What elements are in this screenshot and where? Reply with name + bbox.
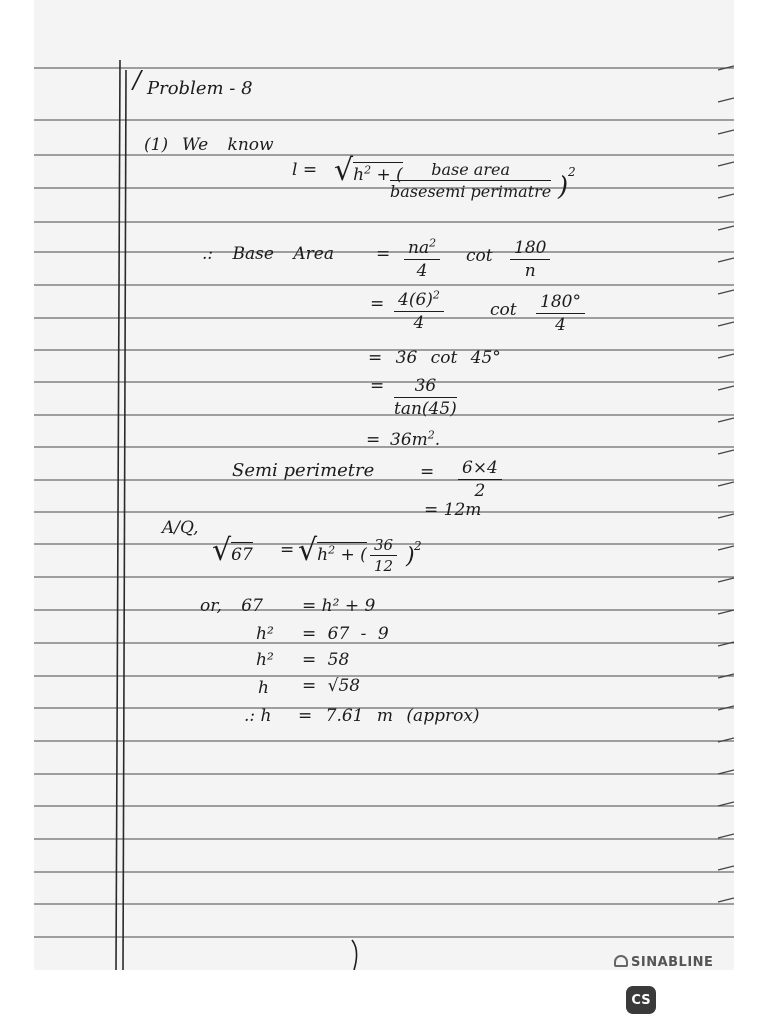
sub-fraction-2: $\frac{180^\circ}{4}$ bbox=[536, 294, 585, 334]
semi-perimetre-label: Semi perimetre bbox=[232, 460, 375, 481]
solve-step-5-right: = 7.61 m (approx) bbox=[298, 706, 480, 726]
eqn-lhs: √67 bbox=[212, 533, 253, 568]
base-area-eq: = bbox=[376, 244, 391, 264]
step4-eq: = bbox=[370, 376, 385, 396]
base-area-fraction-2: $\frac{180}{n}$ bbox=[510, 240, 550, 280]
camscanner-logo: CS bbox=[626, 986, 656, 1014]
formula-close: ) bbox=[558, 172, 569, 202]
notebook-page bbox=[34, 0, 734, 970]
solve-step-4-right: = √58 bbox=[302, 676, 361, 696]
step-36-cot-45: = 36 cot 45° bbox=[368, 348, 501, 368]
brand-icon bbox=[614, 955, 628, 967]
solve-step-2-left: h² bbox=[256, 624, 274, 644]
part-number: (1) bbox=[144, 135, 169, 155]
base-area-cot: cot bbox=[466, 246, 493, 266]
step5-value: $36m^2$. bbox=[390, 428, 441, 450]
eqn-fraction: $\frac{36}{12}$ bbox=[370, 538, 397, 574]
solve-step-1-left: or, 67 bbox=[200, 596, 263, 616]
sub-fraction-1: $\frac{4(6)^2}{4}$ bbox=[394, 292, 444, 332]
solve-step-3-left: h² bbox=[256, 650, 274, 670]
step5-eq: = bbox=[366, 430, 381, 450]
base-area-fraction-1: $\frac{na^2}{4}$ bbox=[404, 240, 440, 280]
solve-step-3-right: = 58 bbox=[302, 650, 350, 670]
aq-label: A/Q, bbox=[162, 518, 199, 538]
step4-fraction: $\frac{36}{\tan(45)}$ bbox=[394, 376, 457, 419]
eqn-exponent: 2 bbox=[414, 539, 422, 553]
semi-perimetre-result: = 12m bbox=[424, 500, 482, 520]
semi-perimetre-eq: = bbox=[420, 462, 435, 482]
eqn-root: $√h^2$ + ( bbox=[298, 533, 367, 568]
brand-text: SINABLINE bbox=[631, 955, 714, 970]
base-area-label: .: Base Area bbox=[202, 244, 334, 264]
formula-exponent: 2 bbox=[568, 165, 576, 179]
semi-perimetre-fraction: $\frac{6\times 4}{2}$ bbox=[458, 460, 502, 500]
eqn-close: ) bbox=[406, 544, 415, 569]
formula-fraction: base area basesemi perimatre bbox=[390, 160, 552, 201]
sub-cot: cot bbox=[490, 300, 517, 320]
brand-watermark bbox=[614, 955, 713, 970]
eqn-eq: = bbox=[280, 540, 295, 560]
formula-root: $√h^2$ + ( bbox=[334, 153, 403, 188]
solve-step-2-right: = 67 - 9 bbox=[302, 624, 389, 644]
sub-eq: = bbox=[370, 294, 385, 314]
solve-step-5-left: .: h bbox=[244, 706, 272, 726]
ruled-lines bbox=[34, 0, 734, 970]
formula-lhs: l = bbox=[292, 160, 318, 180]
solve-step-1-right: = h² + 9 bbox=[302, 596, 376, 616]
check-mark: / bbox=[133, 66, 142, 94]
problem-title: Problem - 8 bbox=[147, 78, 253, 99]
we-know-label: We know bbox=[182, 135, 274, 155]
solve-step-4-left: h bbox=[258, 678, 269, 698]
